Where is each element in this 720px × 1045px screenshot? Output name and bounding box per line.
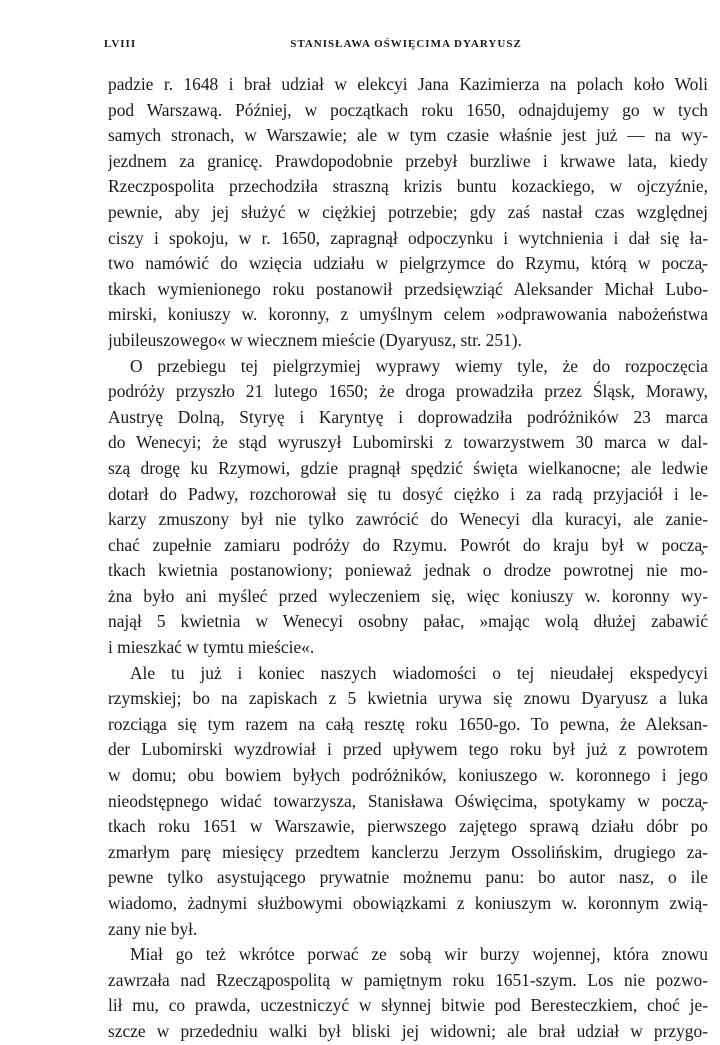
text-line: rzymskiej; bo na zapiskach z 5 kwietnia urywa się znowu Dyaryusz a luka <box>108 688 708 709</box>
text-line: O przebiegu tej pielgrzymiej wyprawy wiemy tyle, że do rozpoczęcia <box>130 355 708 376</box>
text-line: lił mu, co prawda, uczestniczyć w słynnej bitwie pod Beresteczkiem, choć je- <box>108 995 708 1016</box>
text-line: two namówić do wzięcia udziału w pielgrzymce do Rzymu, którą w pocza̧- <box>108 253 708 274</box>
text-line: szcze w przededniu walki był bliski jej widowni; ale brał udział w przygo- <box>108 1020 708 1041</box>
text-line: i mieszkać w tymtu mieście«. <box>108 637 315 658</box>
page-number: LVIII <box>104 38 137 50</box>
text-line: nieodstępnego widać towarzysza, Stanisława Oświęcima, spotykamy w pocza̧- <box>108 790 708 811</box>
text-line: żna było ani myśleć przed wyleczeniem się, więc koniuszy w. koronny wy- <box>108 585 708 606</box>
text-line: szą drogę ku Rzymowi, gdzie pragnął spędzić święta wielkanocne; ale ledwie <box>108 457 708 478</box>
text-line: samych stronach, w Warszawie; ale w tym czasie właśnie jest już — na wy- <box>108 125 708 146</box>
text-line: do Wenecyi; że stąd wyruszył Lubomirski z towarzystwem 30 marca w dal- <box>108 432 708 453</box>
text-line: jezdnem za granicę. Prawdopodobnie przebył burzliwe i krwawe lata, kiedy <box>108 150 708 171</box>
text-line: karzy zmuszony był nie tylko zawrócić do Wenecyi dla kuracyi, ale zanie- <box>108 509 708 530</box>
text-line: tkach kwietnia postanowiony; ponieważ jednak o drodze powrotnej nie mo- <box>108 560 708 581</box>
text-line: zawrzała nad Rzecząpospolitą w pamiętnym roku 1651-szym. Los nie pozwo- <box>108 969 708 990</box>
text-line: pod Warszawą. Później, w początkach roku 1650, odnajdujemy go w tych <box>108 99 708 120</box>
page-header <box>104 38 708 54</box>
text-line: tkach wymienionego roku postanowił przedsięwziąć Aleksander Michał Lubo- <box>108 278 708 299</box>
text-line: pewnie, aby jej służyć w ciężkiej potrzebie; gdy zaś nastał czas względnej <box>108 201 708 222</box>
body-text <box>108 72 708 1045</box>
text-line: wiadomo, żadnymi służbowymi obowiązkami z koniuszym w. koronnym zwią- <box>108 893 708 913</box>
text-line: zany nie był. <box>108 918 198 939</box>
text-line: padzie r. 1648 i brał udział w elekcyi Jana Kazimierza na polach koło Woli <box>108 74 708 94</box>
text-line: Rzeczpospolita przechodziła straszną krizis buntu kozackiego, w ojczyźnie, <box>108 176 708 197</box>
text-line: mirski, koniuszy w. koronny, z umyślnym celem »odprawowania nabożeństwa <box>108 304 708 325</box>
text-line: w domu; obu bowiem byłych podróżników, koniuszego w. koronnego i jego <box>108 765 708 786</box>
text-line: dotarł do Padwy, rozchorował się tu dosyć ciężko i za radą przyjaciół i le- <box>108 483 708 504</box>
text-line: ciszy i spokoju, w r. 1650, zapragnął odpoczynku i wytchnienia i dał się ła- <box>108 227 708 248</box>
text-line: der Lubomirski wyzdrowiał i przed upływem tego roku był już z powrotem <box>108 739 708 760</box>
text-line: zmarłym parę miesięcy przedtem kanclerzu Jerzym Ossolińskim, drugiego za- <box>108 841 708 862</box>
text-line: pewne tylko asystującego prywatnie możnemu panu: bo autor nasz, o ile <box>108 867 708 888</box>
text-line: jubileuszowego« w wiecznem mieście (Dyaryusz, str. 251). <box>108 329 522 350</box>
text-line: podróży przyszło 21 lutego 1650; że droga prowadziła przez Śląsk, Morawy, <box>108 381 708 402</box>
text-line: Austryę Dolną, Styryę i Karyntyę i doprowadziła podróżników 23 marca <box>108 406 708 427</box>
text-line: Ale tu już i koniec naszych wiadomości o tej nieudałej ekspedycyi <box>130 662 708 683</box>
running-title: STANISŁAWA OŚWIĘCIMA DYARYUSZ <box>290 38 522 50</box>
text-line: chać zupełnie zamiaru podróży do Rzymu. Powrót do kraju był w pocza̧- <box>108 534 708 555</box>
text-line: Miał go też wkrótce porwać ze sobą wir burzy wojennej, która znowu <box>130 944 708 965</box>
text-line: rozciąga się tym razem na całą resztę roku 1650-go. To pewna, że Aleksan- <box>108 713 708 734</box>
text-line: tkach roku 1651 w Warszawie, pierwszego zajętego sprawą działu dóbr po <box>108 816 708 837</box>
text-line: najął 5 kwietnia w Wenecyi osobny pałac, »mając wolą dłużej zabawić <box>108 611 708 632</box>
